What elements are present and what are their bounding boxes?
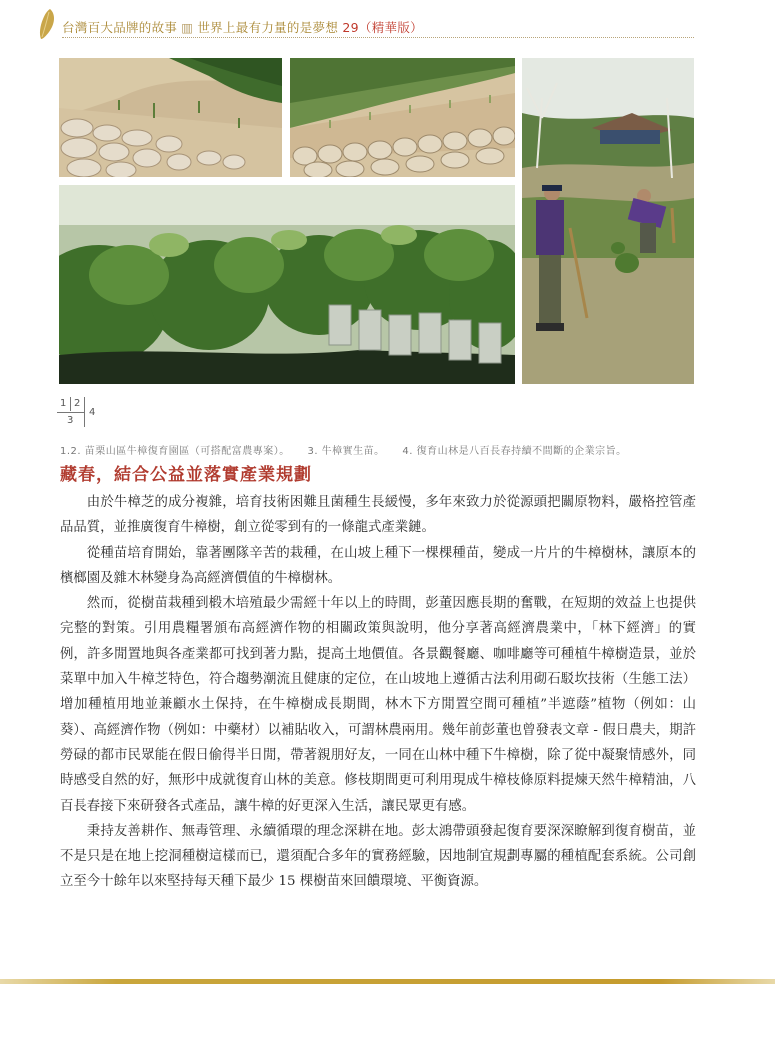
photo-key-divider (70, 397, 71, 411)
header-divider (62, 37, 694, 38)
caption-item: 4. 復育山林是八百長春持續不間斷的企業宗旨。 (402, 446, 627, 457)
running-header (36, 8, 696, 38)
photo-key-number: 4 (89, 407, 96, 418)
photo-seedlings-nursery-icon (59, 185, 515, 384)
book-subtitle: 世界上最有力量的是夢想 (197, 20, 339, 35)
photo-key-divider (57, 412, 84, 413)
photo-key-number: 1 (60, 398, 67, 409)
photo-stone-wall-slope-icon (59, 58, 282, 177)
caption-item: 1.2. 苗栗山區牛樟復育園區（可搭配富農專案）。 (60, 446, 290, 457)
photo-1 (59, 58, 282, 177)
photo-workers-planting-icon (522, 58, 694, 384)
photo-stone-wall-hillside-icon (290, 58, 515, 177)
photo-4 (522, 58, 694, 384)
section-heading: 藏春，結合公益並落實產業規劃 (60, 465, 312, 485)
issue-label: 29（精華版） (342, 20, 423, 35)
header-text (62, 18, 423, 36)
book-title: 台灣百大品牌的故事 (62, 20, 178, 35)
footer-bar (0, 979, 775, 984)
photo-key-number: 3 (67, 415, 74, 426)
photo-3 (59, 185, 515, 384)
article-body (60, 490, 696, 895)
photo-key-number: 2 (74, 398, 81, 409)
paragraph: 從種苗培育開始，靠著團隊辛苦的栽種，在山坡上種下一棵棵種苗，變成一片片的牛樟樹林，讓原本的檳榔園及雜木林變身為高經濟價值的牛樟樹林。 (60, 545, 696, 586)
paragraph: 然而，從樹苗栽種到椴木培殖最少需經十年以上的時間，彭董因應長期的奮戰，在短期的效益上也提供完整的對策。引用農糧署頒布高經濟作物的相關政策與說明，他分享著高經濟農業中，「林下經濟」的實例，許多閒置地與各產業都可找到著力點，提高土地價值。各景觀餐廳、咖啡廳等可種植牛樟樹造景，並於菜單中加入牛樟芝特色，符合趨勢潮流且健康的定位，在山坡地上遵循古法利用砌石駁坎技術（生態工法）增加種植用地並兼顧水土保持，在牛樟樹成長期間，林木下方閒置空間可種植”半遮蔭”植物（例如：山葵）、高經濟作物（例如：中藥材）以補貼收入，可謂林農兩用。幾年前彭董也曾發表文章 - 假日農夫，期許勞碌的都市民眾能在假日偷得半日閒，帶著親朋好友，一同在山林中種下牛樟樹，除了從中凝聚情感外，同時感受自然的好，無形中成就復育山林的美意。修枝期間更可利用現成牛樟枝條原料提煉天然牛樟精油，八百長春接下來研發各式產品，讓牛樟的好更深入生活，讓民眾更有感。 (60, 596, 696, 814)
photo-key-divider (84, 397, 85, 427)
photo-caption (60, 442, 700, 457)
paragraph: 由於牛樟芝的成分複雜，培育技術困難且菌種生長緩慢，多年來致力於從源頭把關原物料，嚴格控管產品品質，並推廣復育牛樟樹，創立從零到有的一條龍式產業鏈。 (60, 495, 696, 536)
caption-item: 3. 牛樟實生苗。 (307, 446, 385, 457)
header-separator-icon: ▥ (181, 20, 194, 35)
paragraph: 秉持友善耕作、無毒管理、永續循環的理念深耕在地。彭太鴻帶頭發起復育要深深瞭解到復育樹苗，並不是只是在地上挖洞種樹這樣而已，還須配合多年的實務經驗，因地制宜規劃專屬的種植配套系統。公司創立至今十餘年以來堅持每天種下最少 15 棵樹苗來回饋環境、平衡資源。 (60, 823, 696, 890)
taiwan-leaf-icon (36, 8, 58, 40)
photo-2 (290, 58, 515, 177)
